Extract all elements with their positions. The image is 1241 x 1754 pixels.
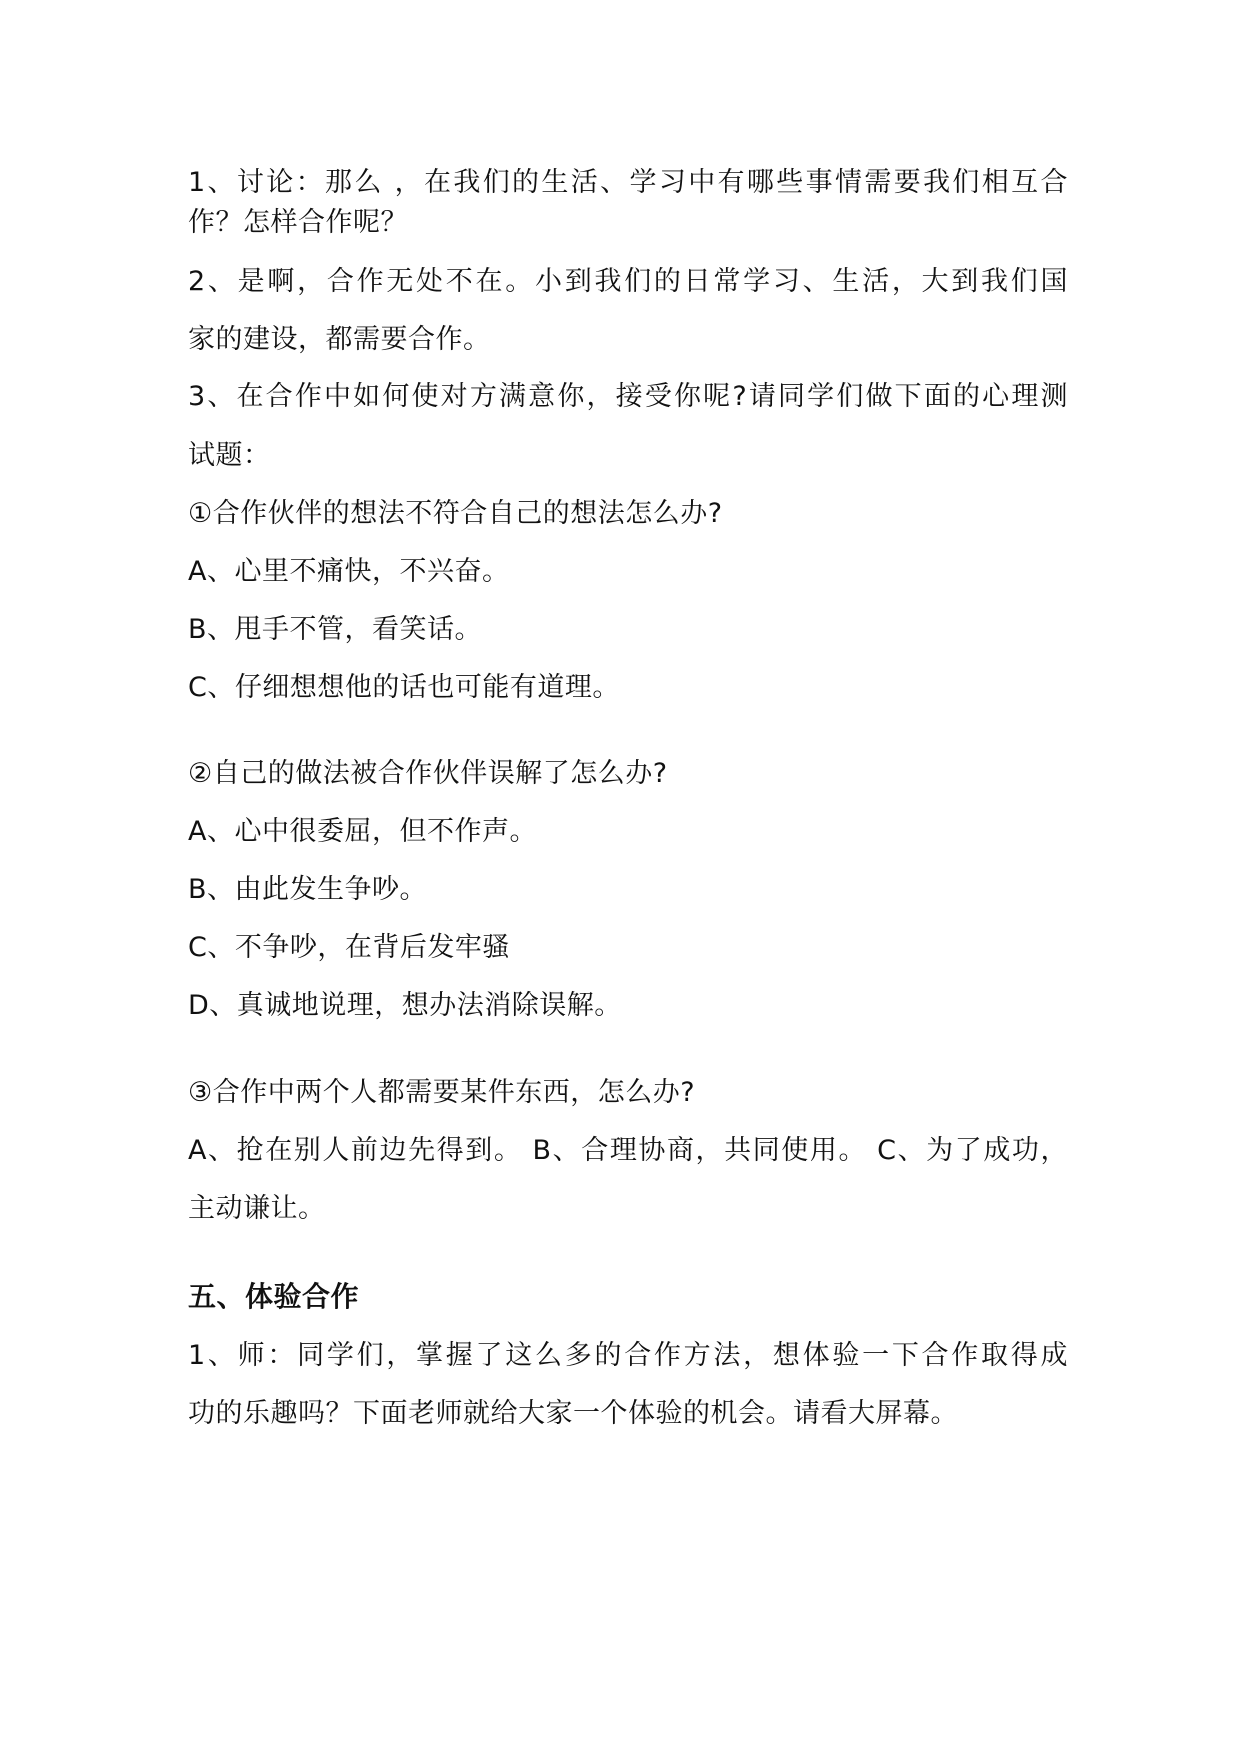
paragraph-discussion-line-1: 1、讨论：那么 ，在我们的生活、学习中有哪些事情需要我们相互合 — [188, 167, 1068, 198]
paragraph-cooperation-line-1: 2、是啊，合作无处不在。小到我们的日常学习、生活，大到我们国 — [188, 266, 1068, 297]
paragraph-cooperation-line-2: 家的建设，都需要合作。 — [188, 324, 491, 355]
question-1: ①合作伙伴的想法不符合自己的想法怎么办? — [188, 498, 723, 529]
paragraph-teacher-line-2: 功的乐趣吗？下面老师就给大家一个体验的机会。请看大屏幕。 — [188, 1398, 958, 1429]
question-3: ③合作中两个人都需要某件东西，怎么办? — [188, 1077, 696, 1108]
paragraph-test-intro-line-2: 试题： — [188, 440, 271, 471]
question-1-option-b: B、甩手不管，看笑话。 — [188, 614, 483, 645]
question-2-option-d: D、真诚地说理，想办法消除误解。 — [188, 990, 622, 1021]
question-2-option-a: A、心中很委屈，但不作声。 — [188, 816, 537, 847]
question-2-option-c: C、不争吵，在背后发牢骚 — [188, 932, 510, 963]
section-heading-experience: 五、体验合作 — [188, 1280, 360, 1313]
question-3-options: A、抢在别人前边先得到。 B、合理协商，共同使用。 C、为了成功， — [188, 1135, 1068, 1166]
paragraph-test-intro-line-1: 3、在合作中如何使对方满意你，接受你呢?请同学们做下面的心理测 — [188, 381, 1068, 412]
question-1-option-c: C、仔细想想他的话也可能有道理。 — [188, 672, 620, 703]
question-3-options-continued: 主动谦让。 — [188, 1193, 326, 1224]
question-2: ②自己的做法被合作伙伴误解了怎么办? — [188, 758, 668, 789]
paragraph-discussion-line-2: 作？怎样合作呢？ — [188, 207, 408, 238]
question-2-option-b: B、由此发生争吵。 — [188, 874, 428, 905]
question-1-option-a: A、心里不痛快，不兴奋。 — [188, 556, 510, 587]
paragraph-teacher-line-1: 1、师：同学们，掌握了这么多的合作方法，想体验一下合作取得成 — [188, 1340, 1068, 1371]
